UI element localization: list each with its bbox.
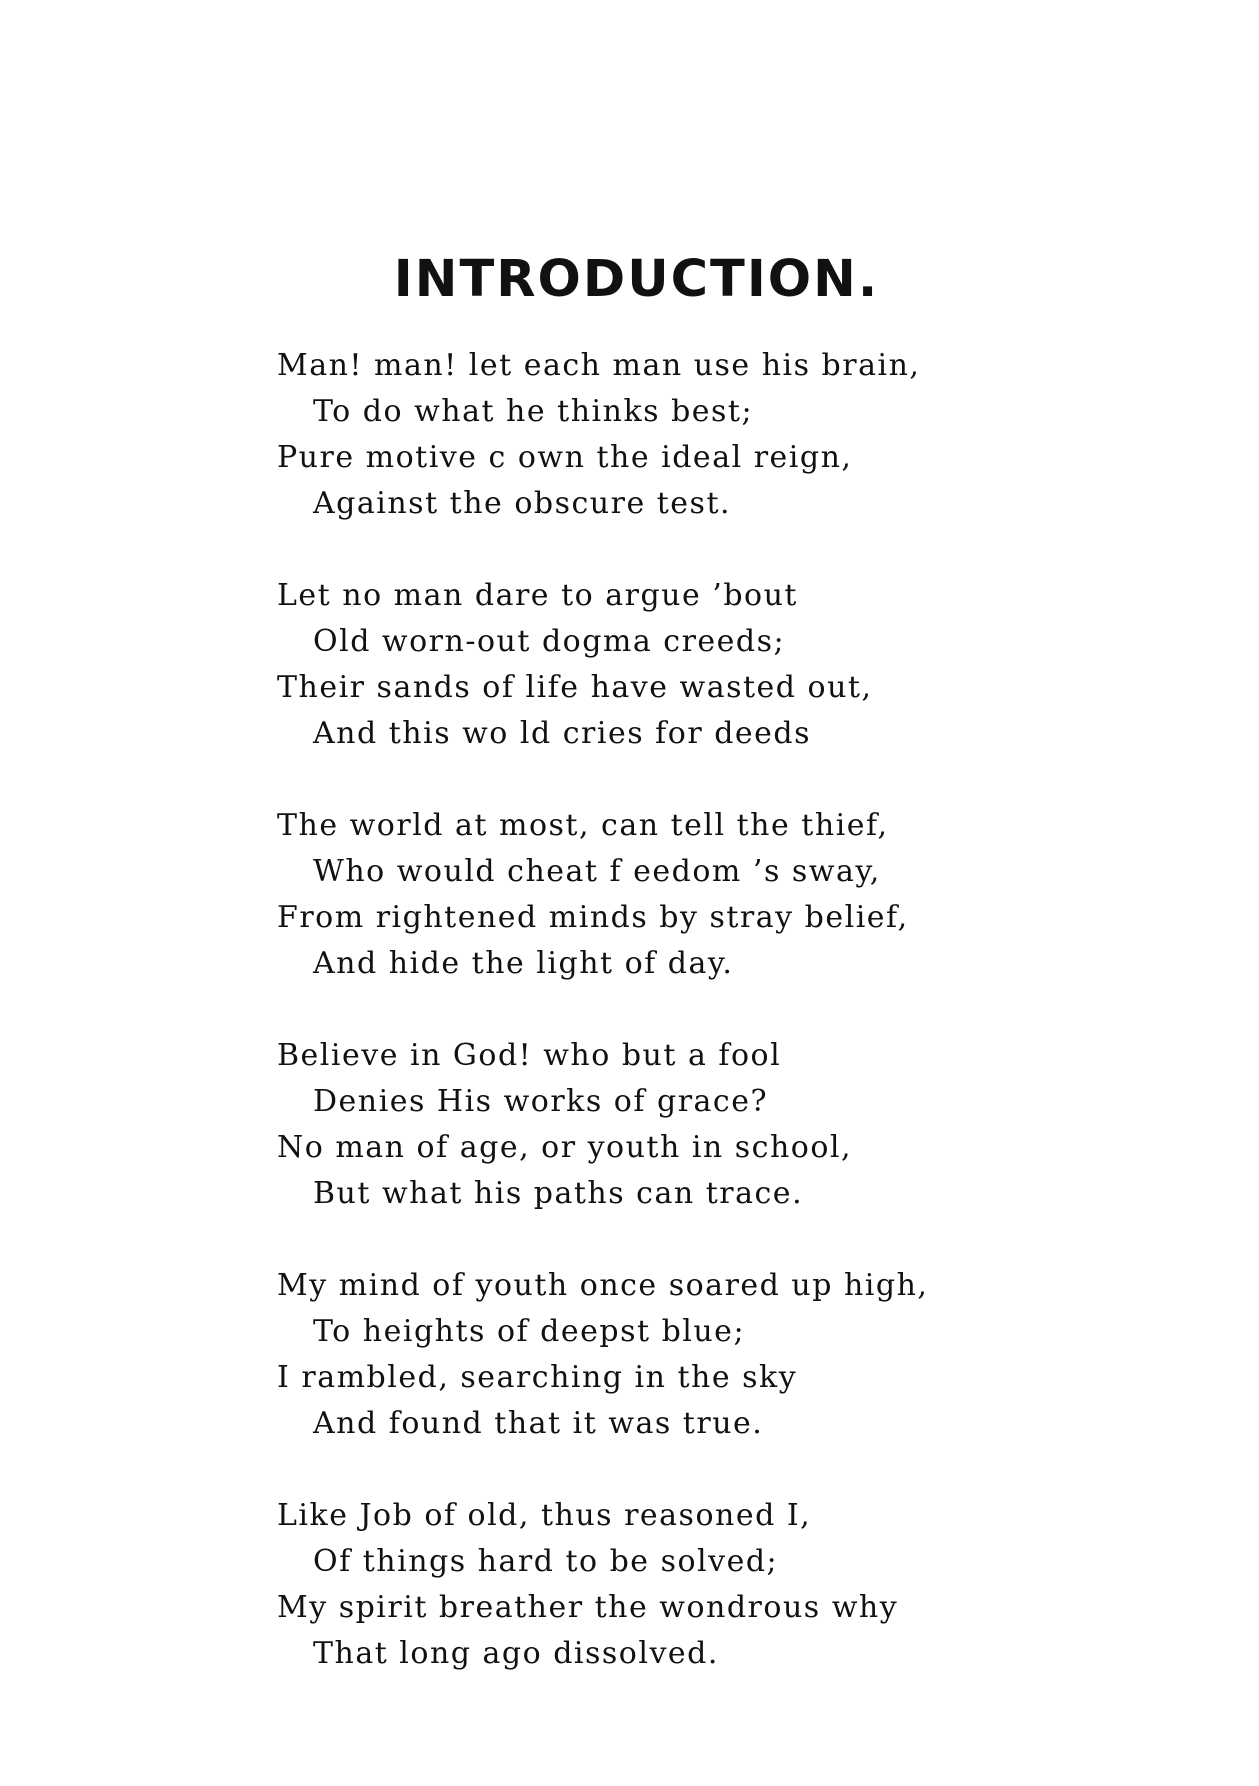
poem-line: From rightened minds by stray belief,: [277, 900, 909, 935]
poem-line: Who would cheat f eedom ’s sway,: [313, 854, 881, 889]
poem-line: Old worn-out dogma creeds;: [313, 624, 786, 659]
poem-line: Denies His works of grace?: [313, 1084, 769, 1119]
stanza-3: [277, 803, 1177, 987]
stanza-1: [277, 343, 1177, 527]
poem-line: And this wo ld cries for deeds: [313, 716, 812, 751]
poem-line: To heights of deepst blue;: [313, 1314, 746, 1349]
poem-line: I rambled, searching in the sky: [277, 1360, 798, 1395]
stanza-2: [277, 573, 1177, 757]
stanza-4: [277, 1033, 1177, 1217]
poem-line: Of things hard to be solved;: [313, 1544, 779, 1579]
poem-line: But what his paths can trace.: [313, 1176, 804, 1211]
poem-line: Against the obscure test.: [313, 486, 732, 521]
poem: [277, 343, 1177, 1723]
poem-line: And hide the light of day.: [313, 946, 734, 981]
poem-line: Man! man! let each man use his brain,: [277, 348, 921, 383]
poem-line: Believe in God! who but a fool: [277, 1038, 782, 1073]
stanza-5: [277, 1263, 1177, 1447]
stanza-6: [277, 1493, 1177, 1677]
poem-line: My spirit breather the wondrous why: [277, 1590, 899, 1625]
poem-line: Their sands of life have wasted out,: [277, 670, 873, 705]
poem-line: And found that it was true.: [313, 1406, 764, 1441]
poem-line: Let no man dare to argue ’bout: [277, 578, 798, 613]
poem-line: My mind of youth once soared up high,: [277, 1268, 929, 1303]
poem-line: Like Job of old, thus reasoned I,: [277, 1498, 812, 1533]
poem-line: No man of age, or youth in school,: [277, 1130, 853, 1165]
poem-line: That long ago dissolved.: [313, 1636, 719, 1671]
poem-line: Pure motive c own the ideal reign,: [277, 440, 853, 475]
poem-line: The world at most, can tell the thief,: [277, 808, 889, 843]
page-title: INTRODUCTION.: [393, 250, 880, 309]
poem-line: To do what he thinks best;: [313, 394, 754, 429]
